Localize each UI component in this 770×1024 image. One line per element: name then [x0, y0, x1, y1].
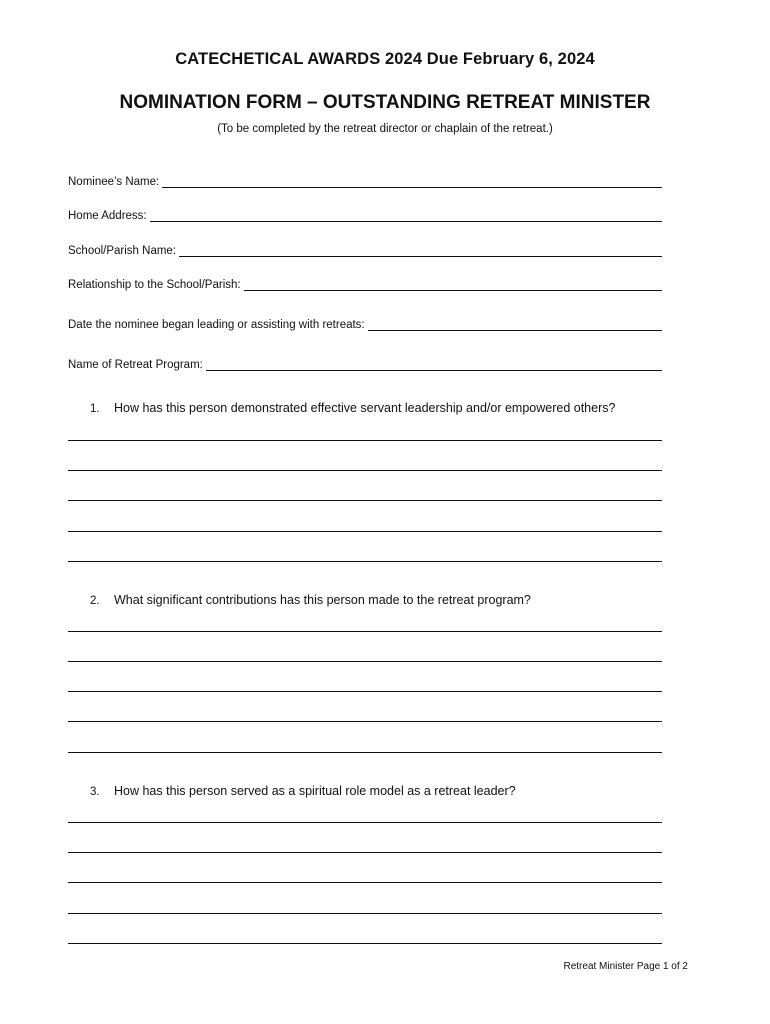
question-1-answer-line[interactable] [68, 440, 662, 441]
page-footer: Retreat Minister Page 1 of 2 [563, 961, 688, 972]
nominee-name-label: Nominee’s Name: [68, 176, 160, 188]
question-1-answer-line[interactable] [68, 500, 662, 501]
question-2-answer-line[interactable] [68, 691, 662, 692]
question-1-text: How has this person demonstrated effective servant leadership and/or empowered others? [114, 401, 616, 415]
question-3 [90, 783, 690, 800]
retreat-program-field [68, 356, 662, 372]
relationship-label: Relationship to the School/Parish: [68, 279, 241, 291]
question-1-answer-line[interactable] [68, 531, 662, 532]
question-3-answer-line[interactable] [68, 852, 662, 853]
home-address-label: Home Address: [68, 210, 147, 222]
question-1 [90, 400, 690, 417]
question-2-answer-line[interactable] [68, 631, 662, 632]
home-address-field [68, 207, 662, 223]
question-2 [90, 592, 690, 609]
awards-due-date-heading: CATECHETICAL AWARDS 2024 Due February 6, 2024 [175, 50, 595, 68]
question-3-answer-line[interactable] [68, 822, 662, 823]
start-date-field [68, 316, 662, 332]
home-address-input[interactable] [150, 208, 662, 222]
relationship-field [68, 276, 662, 292]
question-1-number: 1. [90, 403, 100, 415]
question-3-answer-line[interactable] [68, 913, 662, 914]
retreat-program-label: Name of Retreat Program: [68, 359, 203, 371]
form-instructions: (To be completed by the retreat director or chaplain of the retreat.) [217, 123, 553, 135]
question-2-answer-line[interactable] [68, 661, 662, 662]
question-1-answer-line[interactable] [68, 561, 662, 562]
question-3-number: 3. [90, 786, 100, 798]
question-2-answer-line[interactable] [68, 752, 662, 753]
nominee-name-field [68, 173, 662, 189]
question-2-number: 2. [90, 595, 100, 607]
start-date-label: Date the nominee began leading or assisting with retreats: [68, 319, 365, 331]
relationship-input[interactable] [244, 277, 662, 291]
retreat-program-input[interactable] [206, 357, 662, 371]
start-date-input[interactable] [368, 317, 662, 331]
question-3-answer-line[interactable] [68, 882, 662, 883]
question-2-text: What significant contributions has this person made to the retreat program? [114, 593, 531, 607]
nominee-name-input[interactable] [162, 174, 662, 188]
question-3-text: How has this person served as a spiritual role model as a retreat leader? [114, 784, 516, 798]
question-3-answer-line[interactable] [68, 943, 662, 944]
question-2-answer-line[interactable] [68, 721, 662, 722]
school-parish-name-input[interactable] [179, 243, 662, 257]
school-parish-name-label: School/Parish Name: [68, 245, 177, 257]
question-1-answer-line[interactable] [68, 470, 662, 471]
form-title: NOMINATION FORM – OUTSTANDING RETREAT MINISTER [119, 92, 651, 113]
school-parish-name-field [68, 242, 662, 258]
